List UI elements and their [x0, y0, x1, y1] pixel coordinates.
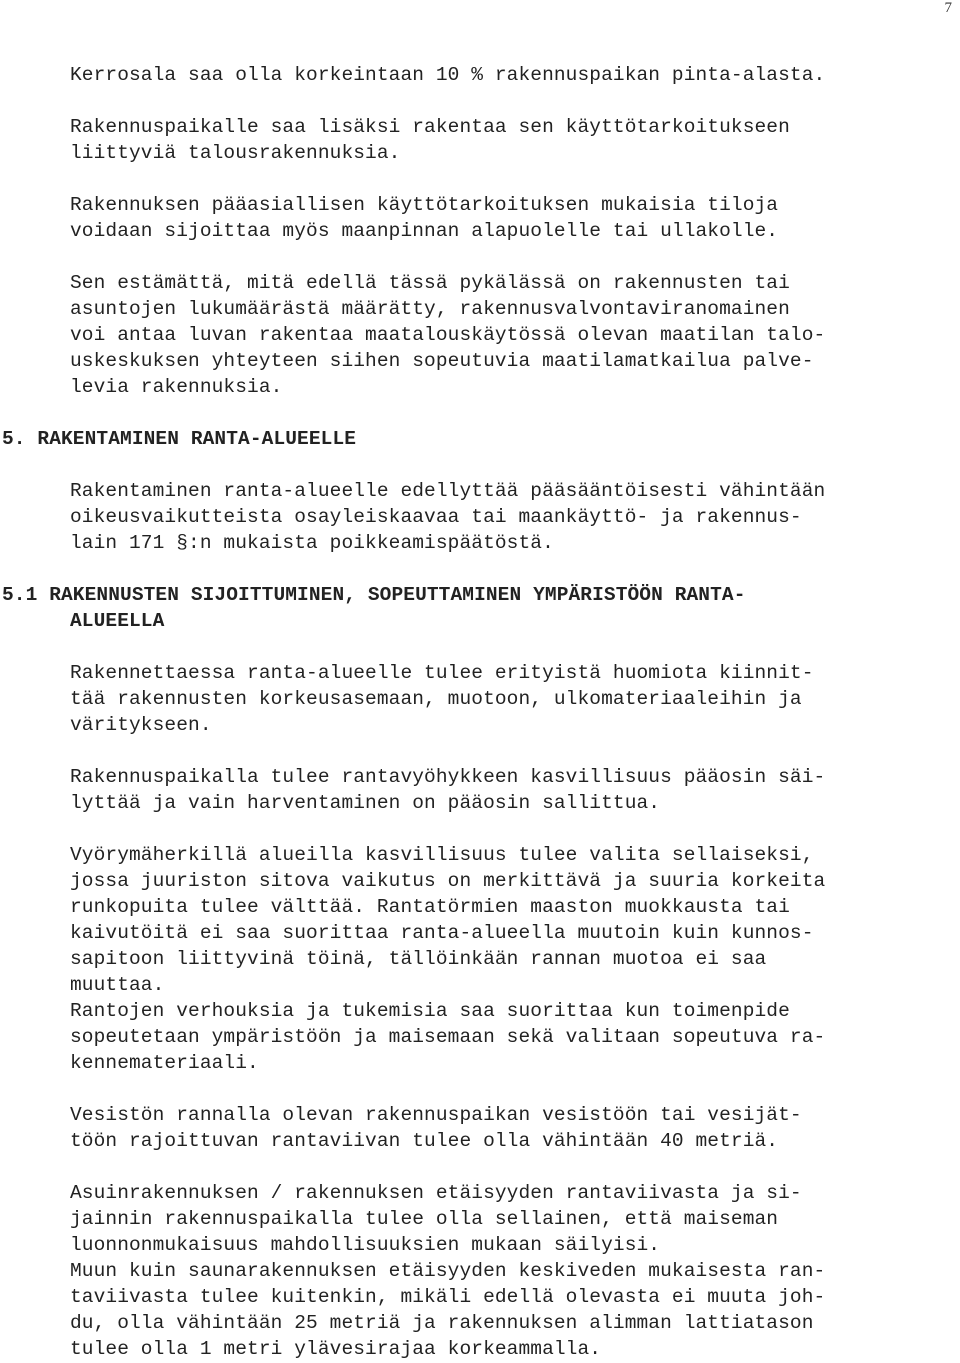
paragraph-building-form	[70, 660, 955, 738]
text-line: taviivasta tulee kuitenkin, mikäli edellä olevasta ei muuta joh-	[70, 1286, 826, 1308]
paragraph-vegetation	[70, 764, 955, 816]
text-line: jossa juuriston sitova vaikutus on merkittävä ja suuria korkeita	[70, 870, 826, 892]
text-line: Vesistön rannalla olevan rakennuspaikan vesistöön tai vesijät-	[70, 1104, 802, 1126]
paragraph-landslide-areas	[70, 842, 955, 1076]
text-line: muuttaa.	[70, 974, 165, 996]
paragraph-outbuildings	[70, 114, 955, 166]
text-line: liittyviä talousrakennuksia.	[70, 142, 401, 164]
paragraph-shoreline-distance	[70, 1102, 955, 1154]
text-line: asuntojen lukumäärästä määrätty, rakennusvalvontaviranomainen	[70, 298, 790, 320]
text-line: Rakennuspaikalle saa lisäksi rakentaa sen käyttötarkoitukseen	[70, 116, 790, 138]
text-line: Rantojen verhouksia ja tukemisia saa suorittaa kun toimenpide	[70, 1000, 790, 1022]
text-line: du, olla vähintään 25 metriä ja rakennuksen alimman lattiatason	[70, 1312, 814, 1334]
text-line: tulee olla 1 metri ylävesirajaa korkeammalla.	[70, 1338, 602, 1360]
text-line: luonnonmukaisuus mahdollisuuksien mukaan säilyisi.	[70, 1234, 661, 1256]
text-line: Rakennuksen pääasiallisen käyttötarkoituksen mukaisia tiloja	[70, 194, 779, 216]
text-line: Vyörymäherkillä alueilla kasvillisuus tulee valita sellaiseksi,	[70, 844, 814, 866]
text-line: Rakentaminen ranta-alueelle edellyttää pääsääntöisesti vähintään	[70, 480, 826, 502]
text-line: kaivutöitä ei saa suorittaa ranta-alueella muutoin kuin kunnos-	[70, 922, 814, 944]
text-line: sopeutetaan ympäristöön ja maisemaan sekä valitaan sopeutuva ra-	[70, 1026, 826, 1048]
text-line: lyttää ja vain harventaminen on pääosin sallittua.	[70, 792, 661, 814]
text-line: jainnin rakennuspaikalla tulee olla sellainen, että maiseman	[70, 1208, 779, 1230]
document-body	[2, 62, 955, 1362]
heading-line: ALUEELLA	[70, 610, 165, 632]
paragraph-residential-distance	[70, 1180, 955, 1362]
text-line: sapitoon liittyvinä töinä, tällöinkään rannan muotoa ei saa	[70, 948, 767, 970]
text-line: levia rakennuksia.	[70, 376, 283, 398]
text-line: Muun kuin saunarakennuksen etäisyyden keskiveden mukaisesta ran-	[70, 1260, 826, 1282]
text-line: Rakennettaessa ranta-alueelle tulee erityistä huomiota kiinnit-	[70, 662, 814, 684]
section-heading-5: 5. RAKENTAMINEN RANTA-ALUEELLE	[2, 428, 357, 450]
paragraph-shore-building	[70, 478, 955, 556]
text-line: lain 171 §:n mukaista poikkeamispäätöstä.	[70, 532, 554, 554]
text-line: töön rajoittuvan rantaviivan tulee olla vähintään 40 metriä.	[70, 1130, 779, 1152]
text-line: Sen estämättä, mitä edellä tässä pykälässä on rakennusten tai	[70, 272, 790, 294]
text-line: tää rakennusten korkeusasemaan, muotoon, ulkomateriaaleihin ja	[70, 688, 802, 710]
heading-line: 5.1 RAKENNUSTEN SIJOITTUMINEN, SOPEUTTAMINEN YMPÄRISTÖÖN RANTA-	[2, 584, 746, 606]
text-line: Kerrosala saa olla korkeintaan 10 % rakennuspaikan pinta-alasta.	[70, 64, 826, 86]
text-line: kennemateriaali.	[70, 1052, 259, 1074]
text-line: Asuinrakennuksen / rakennuksen etäisyyden rantaviivasta ja si-	[70, 1182, 802, 1204]
text-line: runkopuita tulee välttää. Rantatörmien maaston muokkausta tai	[70, 896, 790, 918]
section-heading-5-1	[2, 582, 955, 634]
page-number: 7	[944, 0, 952, 16]
text-line: voidaan sijoittaa myös maanpinnan alapuolelle tai ullakolle.	[70, 220, 779, 242]
text-line: oikeusvaikutteista osayleiskaavaa tai maankäyttö- ja rakennus-	[70, 506, 802, 528]
paragraph-basement-attic	[70, 192, 955, 244]
text-line: uskeskuksen yhteyteen siihen sopeutuvia maatilamatkailua palve-	[70, 350, 814, 372]
paragraph-floor-area	[70, 62, 955, 88]
text-line: voi antaa luvan rakentaa maatalouskäytössä olevan maatilan talo-	[70, 324, 826, 346]
text-line: väritykseen.	[70, 714, 212, 736]
text-line: Rakennuspaikalla tulee rantavyöhykkeen kasvillisuus pääosin säi-	[70, 766, 826, 788]
paragraph-farm-tourism	[70, 270, 955, 400]
